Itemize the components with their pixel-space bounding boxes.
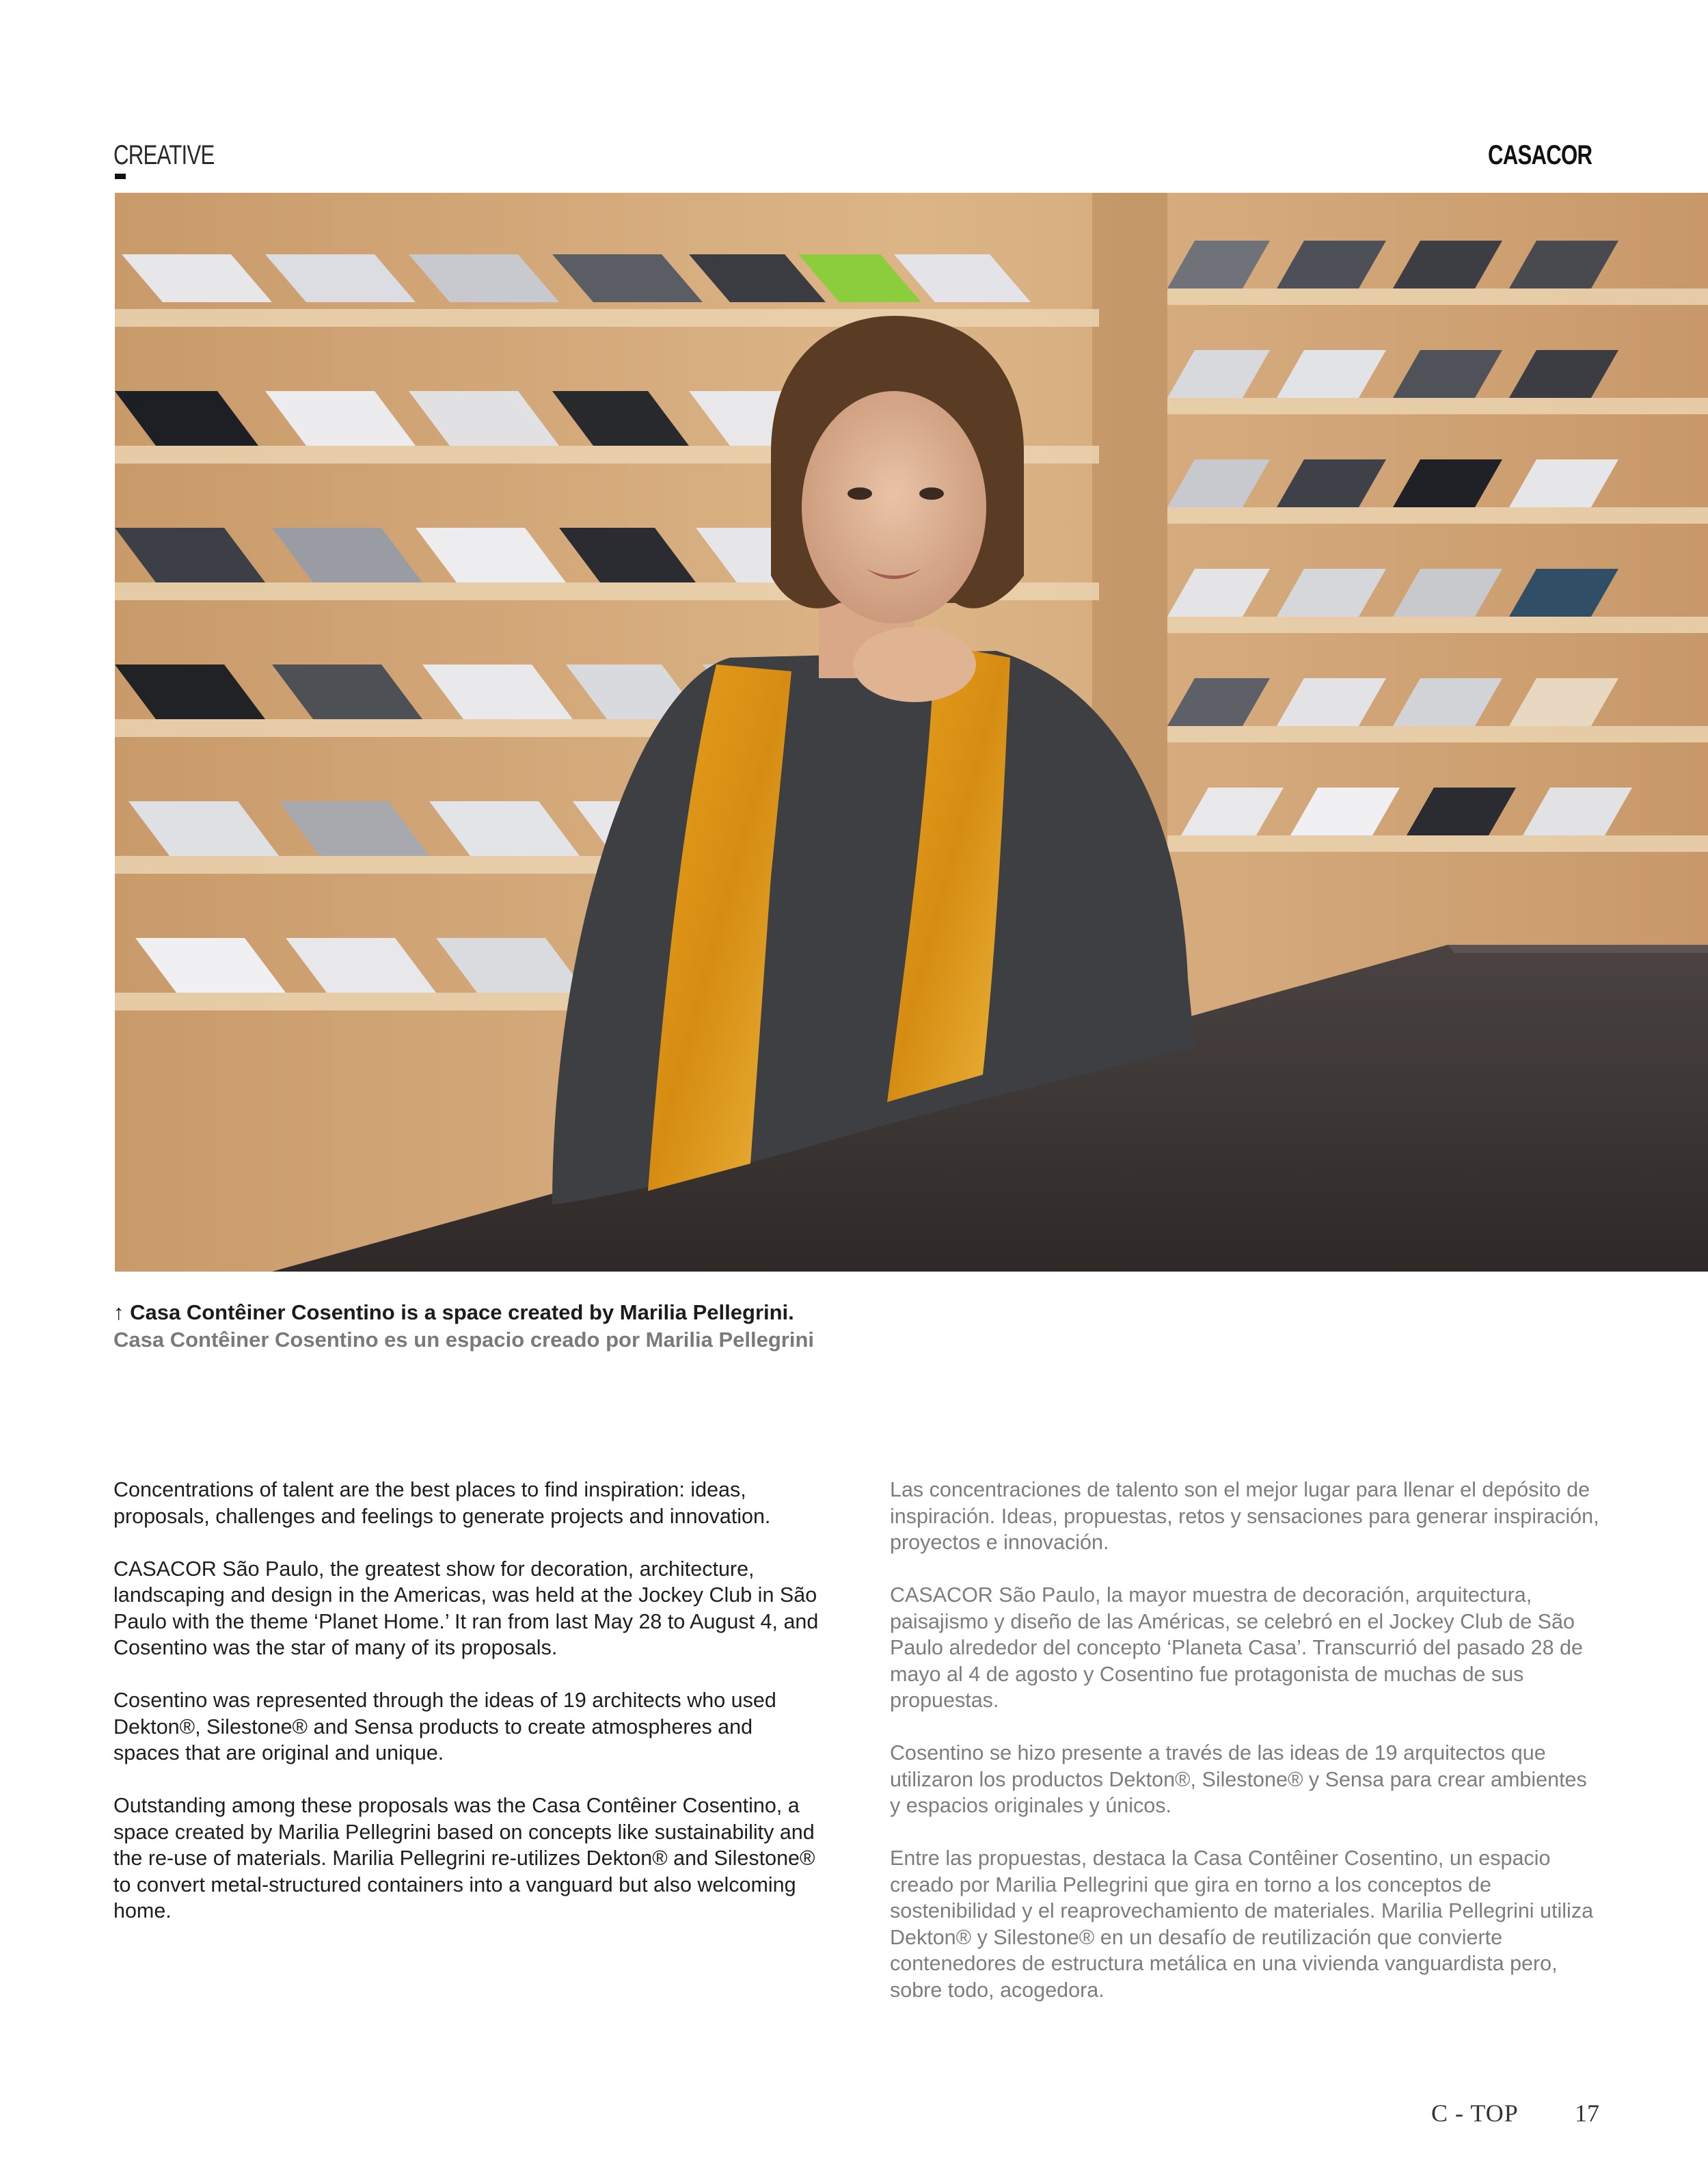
brand-label: CASACOR (1487, 140, 1592, 170)
caption-spanish: Casa Contêiner Cosentino es un espacio creado por Marilia Pellegrini (113, 1328, 814, 1352)
english-paragraph: CASACOR São Paulo, the greatest show for decoration, architecture, landscaping and design in the Americas, was held at the Jockey Club in São Paulo with the theme ‘Planet Home.’ It ran from last May 28 to August 4, and Cosentino was the star of many of its proposals. (113, 1557, 819, 1659)
section-underline (115, 174, 126, 179)
english-paragraph: Cosentino was represented through the ideas of 19 architects who used Dekton®, Silestone® and Sensa products to create atmospheres and spaces that are original and unique. (113, 1689, 776, 1764)
photo-illustration (115, 193, 1708, 1272)
spanish-paragraph: Cosentino se hizo presente a través de las ideas de 19 arquitectos que utilizaron los productos Dekton®, Silestone® y Sensa para crear ambientes y espacios originales y únicos. (890, 1741, 1587, 1817)
spanish-paragraph: Entre las propuestas, destaca la Casa Contêiner Cosentino, un espacio creado por Marilia Pellegrini que gira en torno a los conceptos de sostenibilidad y el reaprovechamiento de materiales. Marilia Pellegrini utiliza Dekton® y Silestone® en un desafío de reutilización que convierte contenedores de estructura metálica en una vivienda vanguardista pero, sobre todo, acogedora. (890, 1847, 1594, 2002)
english-paragraph: Outstanding among these proposals was the Casa Contêiner Cosentino, a space created by Marilia Pellegrini based on concepts like sustainability and the re-use of materials. Marilia Pellegrini re-utilizes Dekton® and Silestone® to convert metal-structured containers into a vanguard but also welcoming home. (113, 1794, 815, 1922)
section-label: CREATIVE (113, 140, 215, 170)
english-paragraph: Concentrations of talent are the best places to find inspiration: ideas, proposals, challenges and feelings to generate projects and innovation. (113, 1478, 771, 1528)
magazine-name: C - TOP (1431, 2099, 1519, 2127)
spanish-paragraph: CASACOR São Paulo, la mayor muestra de decoración, arquitectura, paisajismo y diseño de las Américas, se celebró en el Jockey Club de São Paulo alrededor del concepto ‘Planeta Casa’. Transcurrió del pasado 28 de mayo al 4 de agosto y Cosentino fue protagonista de muchas de sus propuestas. (890, 1583, 1583, 1712)
spanish-paragraph: Las concentraciones de talento son el mejor lugar para llenar el depósito de inspiración. Ideas, propuestas, retos y sensaciones para generar inspiración, proyectos e innovación. (890, 1478, 1599, 1554)
spanish-column (890, 1477, 1601, 2030)
caption-english: ↑ Casa Contêiner Cosentino is a space created by Marilia Pellegrini. (113, 1300, 794, 1324)
english-column (113, 1477, 824, 1950)
portrait-photo (115, 193, 1708, 1272)
photo-caption (113, 1299, 1070, 1354)
page-number: 17 (1575, 2099, 1599, 2127)
